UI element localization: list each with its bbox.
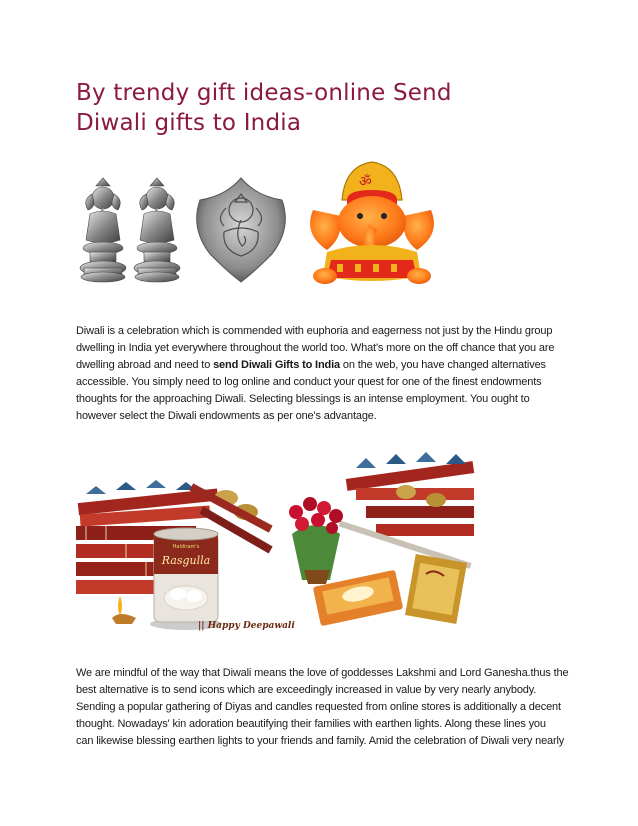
intro-line-3 — [76, 357, 568, 374]
orange-ganesha-idol-image — [297, 160, 447, 288]
intro-line-4: accessible. You simply need to log online and conduct your quest for one of the finest endowments — [76, 376, 542, 388]
rasgulla-brand-label: Haldiram's — [172, 544, 200, 550]
diwali-hamper-roses-image — [276, 450, 474, 630]
rasgulla-label: Rasgulla — [161, 554, 211, 567]
svg-text:ॐ: ॐ — [359, 174, 372, 190]
diwali-hamper-rasgulla-image — [76, 476, 295, 636]
intro-line-1: Diwali is a celebration which is commended with euphoria and eagerness not just by the Hindu group — [76, 325, 553, 337]
body-line-5: can likewise blessing earthen lights to your friends and family. Amid the celebration of Diwali very nearly — [76, 735, 565, 747]
body-line-3: Sending a popular gathering of Diyas and candles requested from online stores is additionally a decent — [76, 701, 561, 713]
intro-line-2: dwelling in India yet everywhere throughout the world too. What's more on the off chance that you are — [76, 342, 555, 354]
intro-paragraph — [76, 323, 568, 425]
title-line-2: Diwali gifts to India — [76, 110, 302, 136]
silver-ganesha-leaf-image — [186, 174, 296, 284]
intro-line-5: thoughts for the approaching Diwali. Selecting blessings is an intense employment. You ought to — [76, 393, 530, 405]
happy-deepawali-text: || Happy Deepawali — [198, 621, 295, 631]
title-line-1: By trendy gift ideas-online Send — [76, 80, 452, 106]
body-paragraph — [76, 665, 568, 750]
page-title — [76, 78, 556, 138]
intro-line-3-pre: dwelling abroad and need to — [76, 359, 214, 371]
silver-ganesha-idols-image — [76, 174, 184, 284]
send-diwali-gifts-link[interactable]: send Diwali Gifts to India — [213, 359, 340, 371]
body-line-2: best alternative is to send icons which are exceedingly increased in value by very nearly anybody. — [76, 684, 537, 696]
body-line-4: thought. Nowadays' kin adoration beautifying their families with earthen lights. Along these lines you — [76, 718, 546, 730]
intro-line-3-post: on the web, you have changed alternatives — [339, 359, 546, 371]
intro-line-6: however select the Diwali endowments as per one's advantage. — [76, 410, 377, 422]
body-line-1: We are mindful of the way that Diwali means the love of goddesses Lakshmi and Lord Ganesha.thus the — [76, 667, 569, 679]
